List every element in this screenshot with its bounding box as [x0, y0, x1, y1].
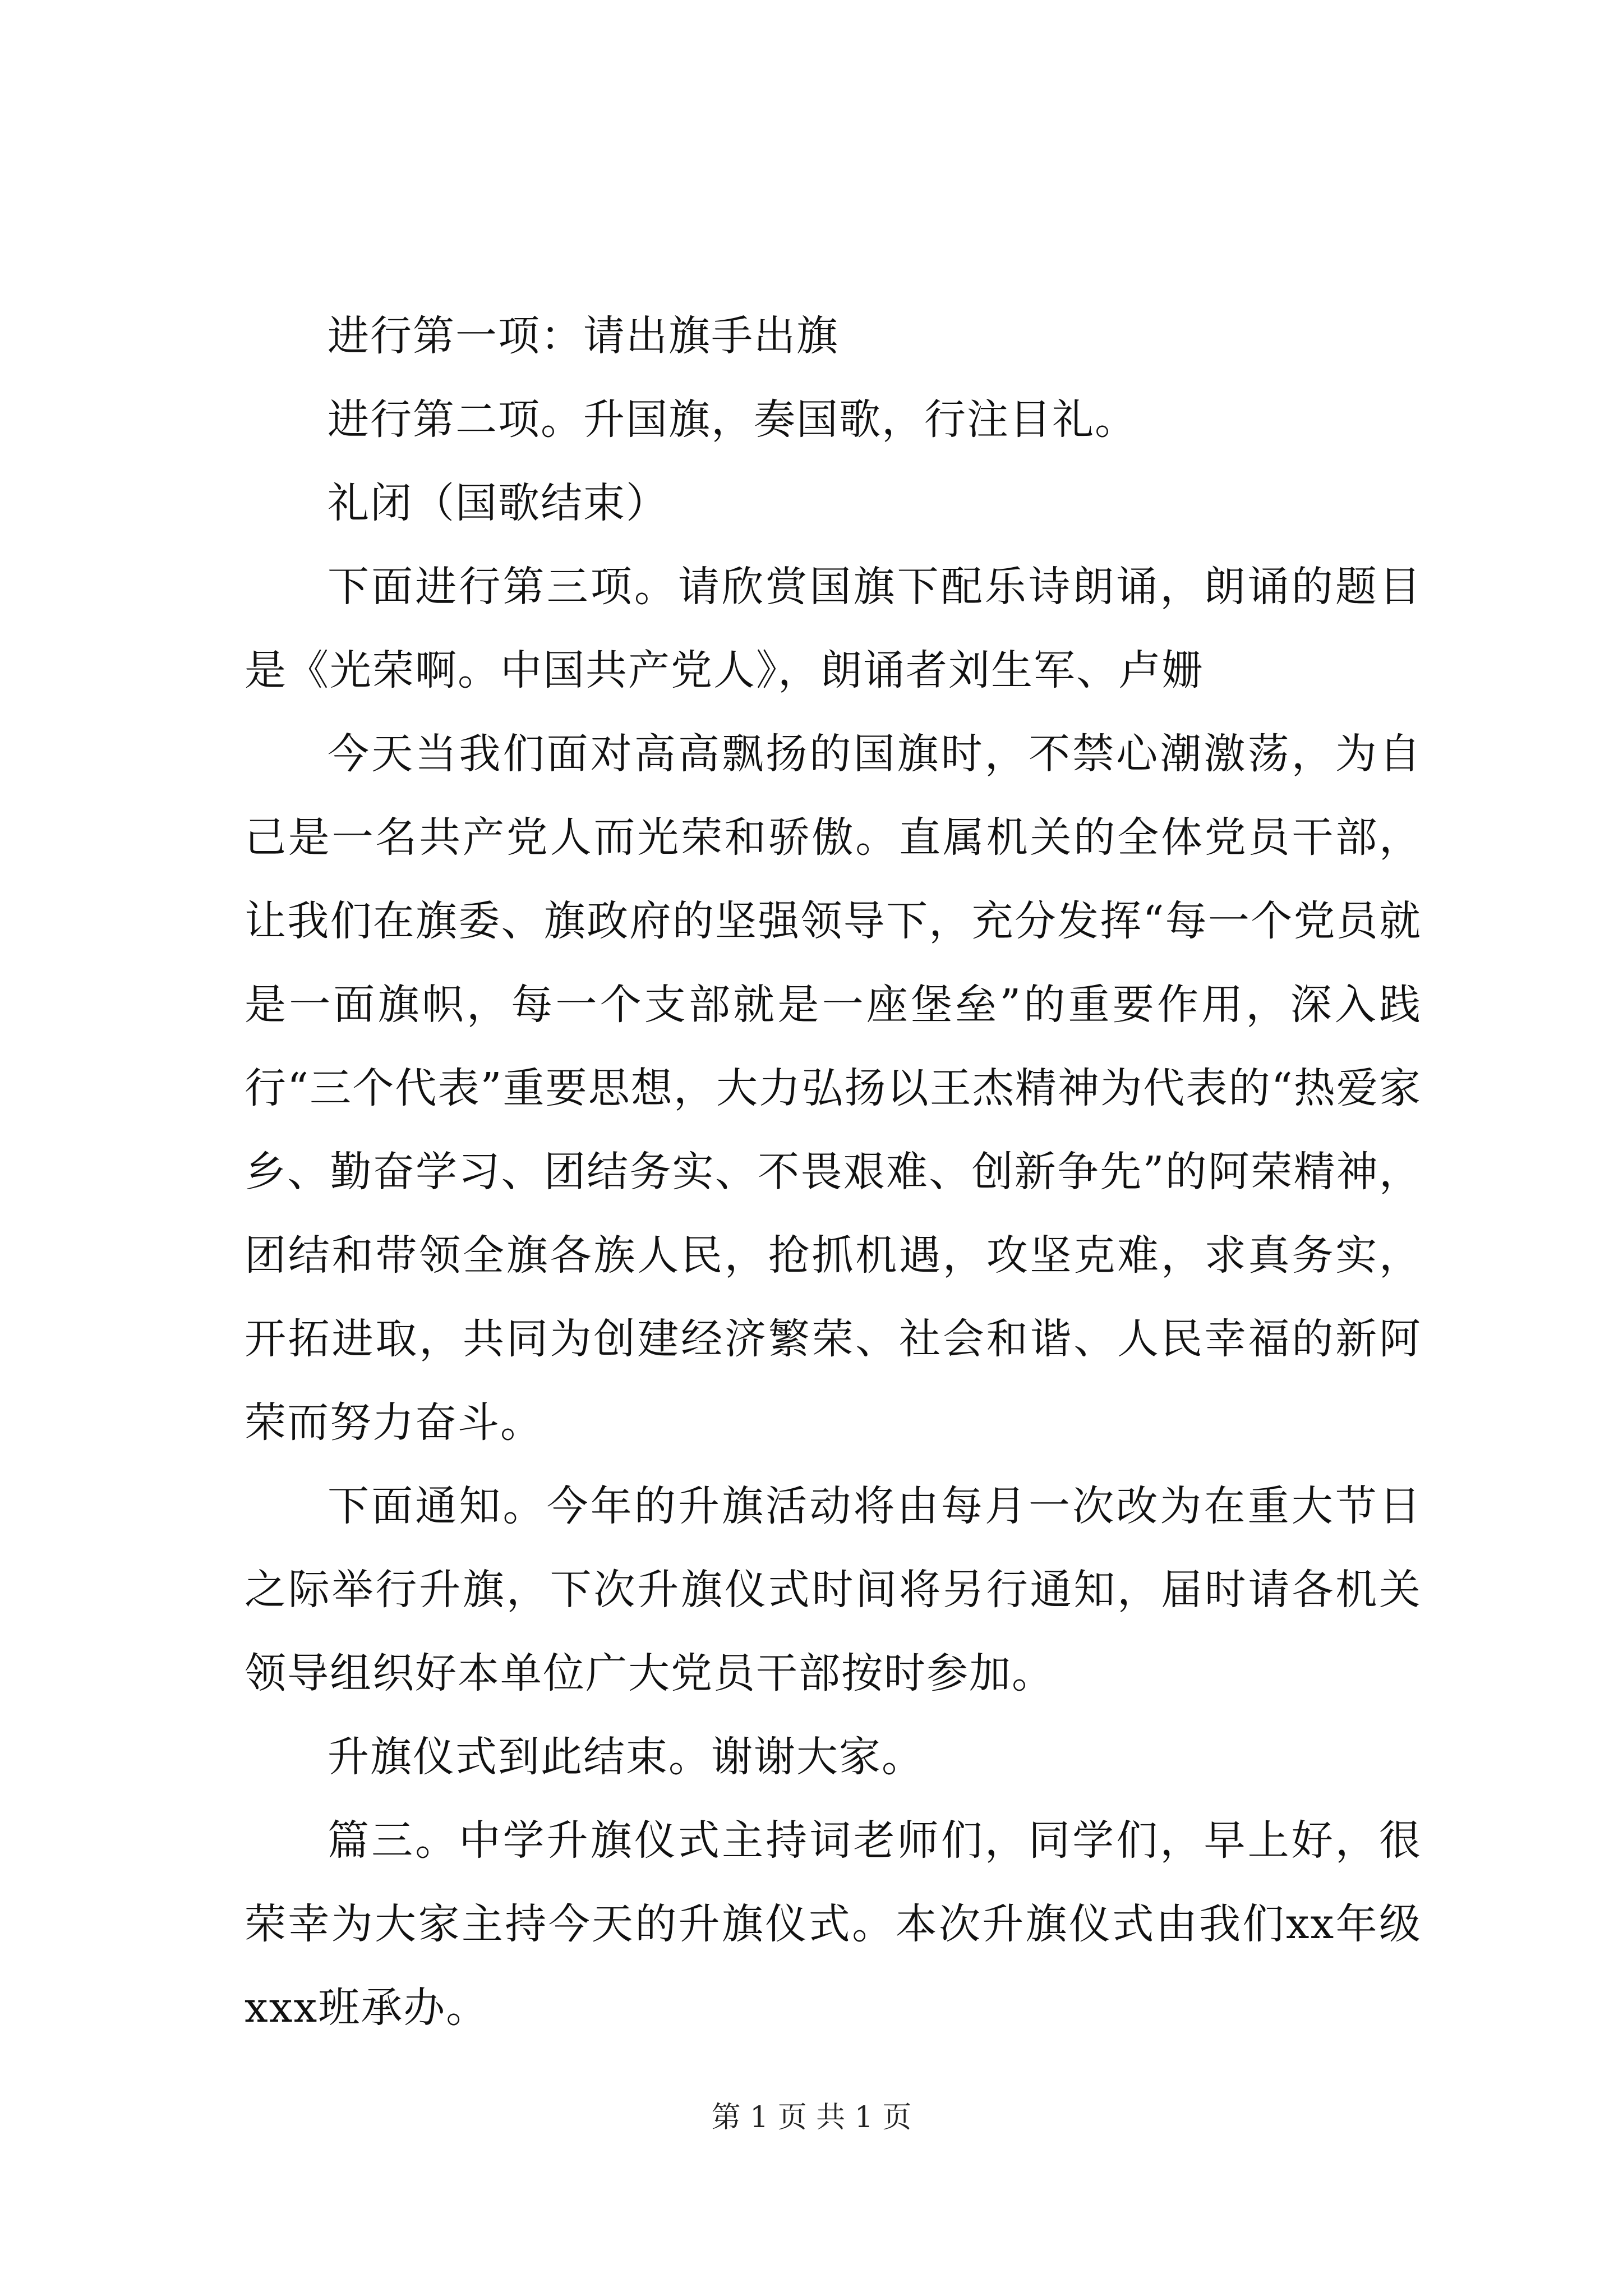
paragraph-item-5: 今天当我们面对高高飘扬的国旗时，不禁心潮激荡，为自己是一名共产党人而光荣和骄傲。直属机关的全体党员干部，让我们在旗委、旗政府的坚强领导下，充分发挥“每一个党员就是一面旗帜，每一个支部就是一座堡垒”的重要作用，深入践行“三个代表”重要思想，大力弘扬以王杰精神为代表的“热爱家乡、勤奋学习、团结务实、不畏艰难、创新争先”的阿荣精神，团结和带领全旗各族人民，抢抓机遇，攻坚克难，求真务实，开拓进取，共同为创建经济繁荣、社会和谐、人民幸福的新阿荣而努力奋斗。	[245, 730, 1422, 1447]
document-body	[245, 295, 1422, 2050]
paragraph-item-3: 礼闭（国歌结束）	[328, 479, 668, 527]
paragraph-item-1: 进行第一项：请出旗手出旗	[328, 312, 839, 360]
page-footer: 第 1 页 共 1 页	[711, 2101, 912, 2134]
paragraph-item-2: 进行第二项。升国旗，奏国歌，行注目礼。	[328, 395, 1137, 444]
paragraph-item-7: 升旗仪式到此结束。谢谢大家。	[328, 1733, 924, 1781]
paragraph-item-6: 下面通知。今年的升旗活动将由每月一次改为在重大节日之际举行升旗，下次升旗仪式时间将另行通知，届时请各机关领导组织好本单位广大党员干部按时参加。	[245, 1482, 1422, 1697]
paragraph-item-4: 下面进行第三项。请欣赏国旗下配乐诗朗诵，朗诵的题目是《光荣啊。中国共产党人》，朗诵者刘生军、卢姗	[245, 563, 1422, 694]
paragraph-item-8: 篇三。中学升旗仪式主持词老师们，同学们，早上好，很荣幸为大家主持今天的升旗仪式。本次升旗仪式由我们xx年级xxx班承办。	[245, 1816, 1422, 2032]
